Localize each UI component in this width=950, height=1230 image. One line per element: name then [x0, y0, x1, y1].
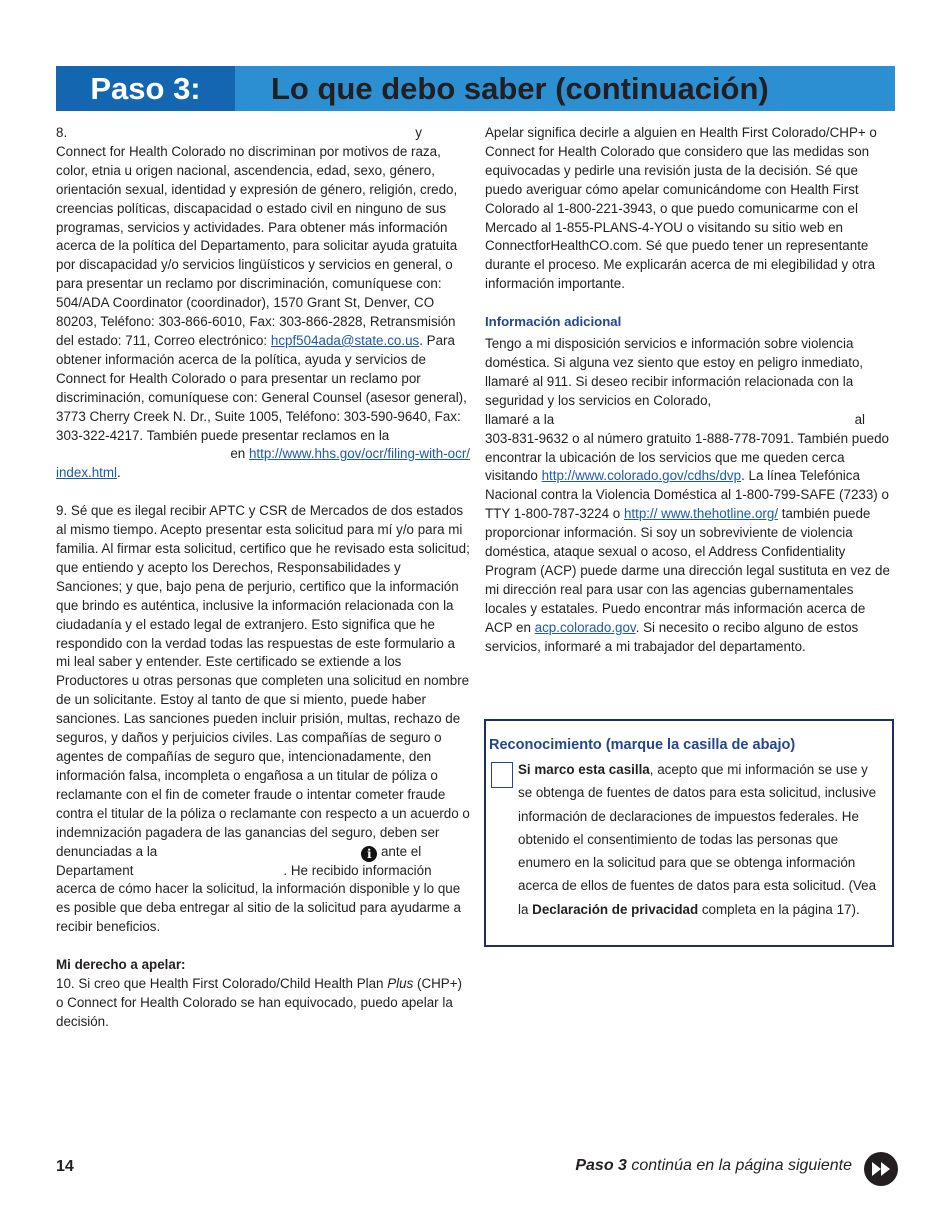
email-link[interactable]: hcpf504ada@state.co.us [270, 332, 420, 348]
item-9-denunciadas-line: denunciadas a la i ante el [56, 843, 422, 861]
item-9-text-end: acerca de cómo hacer la solicitud, la información disponible y lo que es posible que deba entregar al sitio de la solicitud para ayudarme a recibir beneficios. [56, 881, 461, 935]
fast-forward-icon[interactable] [864, 1152, 898, 1186]
additional-info-text-a: Tengo a mi disposición servicios e información sobre violencia doméstica. Si alguna vez siento que estoy en peligro inmediato, llamaré al 911. Si deseo recibir información relacionada con la seguridad y los servicios en Colorado, [485, 336, 864, 408]
appeal-explanation: Apelar significa decirle a alguien en Health First Colorado/CHP+ o Connect for Health Colorado que considero que las medidas son equivocadas y pedirle una revisión justa de la decisión. Sé que puedo averiguar cómo apelar comunicándome con Health First Colorado al 1-800-221-3943, o que puedo comunicarme con el Mercado al 1-855-PLANS-4-YOU o visitando su sitio web en ConnectforHealthCO.com. Sé que puedo tener un representante durante el proceso. Me explicarán acerca de mi elegibilidad y otra información importante. [485, 125, 877, 292]
additional-info-heading: Información adicional [485, 314, 622, 330]
page-number: 14 [56, 1158, 74, 1175]
item-8-url-tail: index.html. [56, 465, 121, 481]
consent-checkbox[interactable] [491, 762, 513, 788]
item-8-text: Connect for Health Colorado no discriminan por motivos de raza, color, etnia u origen nacional, ascendencia, edad, sexo, género, orientación sexual, identidad y expresión de género, religión, credo, creencias políticas, discapacidad o estado civil en ninguno de sus programas, servicios y actividades. Para obtener más información acerca de la política del Departamento, para solicitar ayuda gratuita por discapacidad y/o servicios lingüísticos y servicios en general, o para presentar un reclamo por discriminación, comuníquese con: 504/ADA Coordinator (coordinador), 1570 Grant St, Denver, CO 80203, Teléfono: 303-866-6010, Fax: 303-866-2828, Retransmisión del estado: 711, Correo electrónico: hcpf504ada@state.co.us. Para obtener información acerca de la política, ayuda y servicios de Connect for Health Colorado o para presentar un reclamo por discriminación, comuníquese con: General Counsel (asesor general), 3773 Cherry Creek N. Dr., Suite 1005, Teléfono: 303-590-9640, Fax: 303-322-4217. También puede presentar reclamos en la [56, 143, 467, 443]
hotline-link[interactable]: http:// www.thehotline.org/ [623, 506, 779, 522]
acknowledgment-text: Si marco esta casilla, acepto que mi información se use y se obtenga de fuentes de datos para esta solicitud, inclusive información de declaraciones de impuestos federales. He obtenido el consentimiento de todas las personas que enumero en la solicitud para que se obtenga información acerca de ellos de fuentes de datos para esta solicitud. (Vea la Declaración de privacidad completa en la página 17). [518, 762, 877, 917]
page-banner [56, 66, 895, 111]
hhs-ocr-link-tail[interactable]: index.html [56, 465, 118, 481]
appeal-heading: Mi derecho a apelar: [56, 957, 186, 973]
item-8-first-line: 8. y [56, 125, 422, 140]
hhs-ocr-link[interactable]: http://www.hhs.gov/ocr/filing-with-ocr/ [248, 446, 470, 462]
item-9-dept-line: Departament . He recibido información [56, 862, 432, 878]
fast-forward-glyph [864, 1152, 898, 1186]
acknowledgment-title: Reconocimiento (marque la casilla de abajo) [489, 737, 796, 753]
right-column [485, 124, 895, 656]
additional-info-text-b: 303-831-9632 o al número gratuito 1-888-778-7091. También puedo encontrar la ubicación de los servicios que me queden cerca visitando http://www.colorado.gov/cdhs/dvp. La línea Telefónica Nacional contra la Violencia Doméstica al 1-800-799-SAFE (7233) o TTY 1-800-787-3224 o http:// www.thehotline.org/ también puede proporcionar información. Si soy un sobreviviente de violencia doméstica, ataque sexual o acoso, el Address Confidentiality Program (ACP) puede darme una dirección legal sustituta en vez de mi dirección real para usar con las agencias gubernamentales locales y estatales. Puedo encontrar más información acerca de ACP en acp.colorado.gov. Si necesito o recibo alguno de estos servicios, informaré a mi trabajador del departamento. [485, 430, 890, 654]
acknowledgment-box [484, 719, 894, 947]
item-10-text: 10. Si creo que Health First Colorado/Child Health Plan Plus (CHP+) o Connect for Health Colorado se han equivocado, puedo apelar la decisión. [56, 976, 463, 1029]
info-icon: i [361, 846, 377, 862]
step-label: Paso 3: [56, 66, 235, 111]
continuation-note: Paso 3 continúa en la página siguiente [575, 1157, 852, 1174]
llamare-line: llamaré a la al [485, 411, 865, 427]
cdhs-dvp-link[interactable]: http://www.colorado.gov/cdhs/dvp [541, 468, 742, 484]
acp-link[interactable]: acp.colorado.gov [534, 619, 636, 635]
item-8-url-line: en http://www.hhs.gov/ocr/filing-with-ocr/ [230, 446, 470, 462]
page-title: Lo que debo saber (continuación) [271, 71, 769, 106]
item-9-text: 9. Sé que es ilegal recibir APTC y CSR de Mercados de dos estados al mismo tiempo. Acepto presentar esta solicitud para mí y/o para mi familia. Al firmar esta solicitud, certifico que he revisado esta solicitud; que entiendo y acepto los Derechos, Responsabilidades y Sanciones; y que, bajo pena de perjurio, certifico que la información que brindo es auténtica, inclusive la información relacionada con la ciudadanía y el estado legal de extranjero. Esto significa que he respondido con la verdad todas las respuestas de este formulario a mi leal saber y entender. Este certificado se extiende a los Productores u otras personas que completen una solicitud en nombre de un solicitante. Estoy al tanto de que si miento, puede haber sanciones. Las sanciones pueden incluir prisión, multas, rechazo de seguros, y daños y perjuicios civiles. Las compañías de seguro o agentes de compañías de seguro que, intencionadamente, den información falsa, incompleta o engañosa a un titular de póliza o reclamante con el fin de cometer fraude o intentar cometer fraude contra el titular de la póliza o reclamante con respecto a un acuerdo o indemnización pagadera de las ganancias del seguro, deben ser [56, 503, 470, 840]
left-column [56, 124, 470, 1032]
